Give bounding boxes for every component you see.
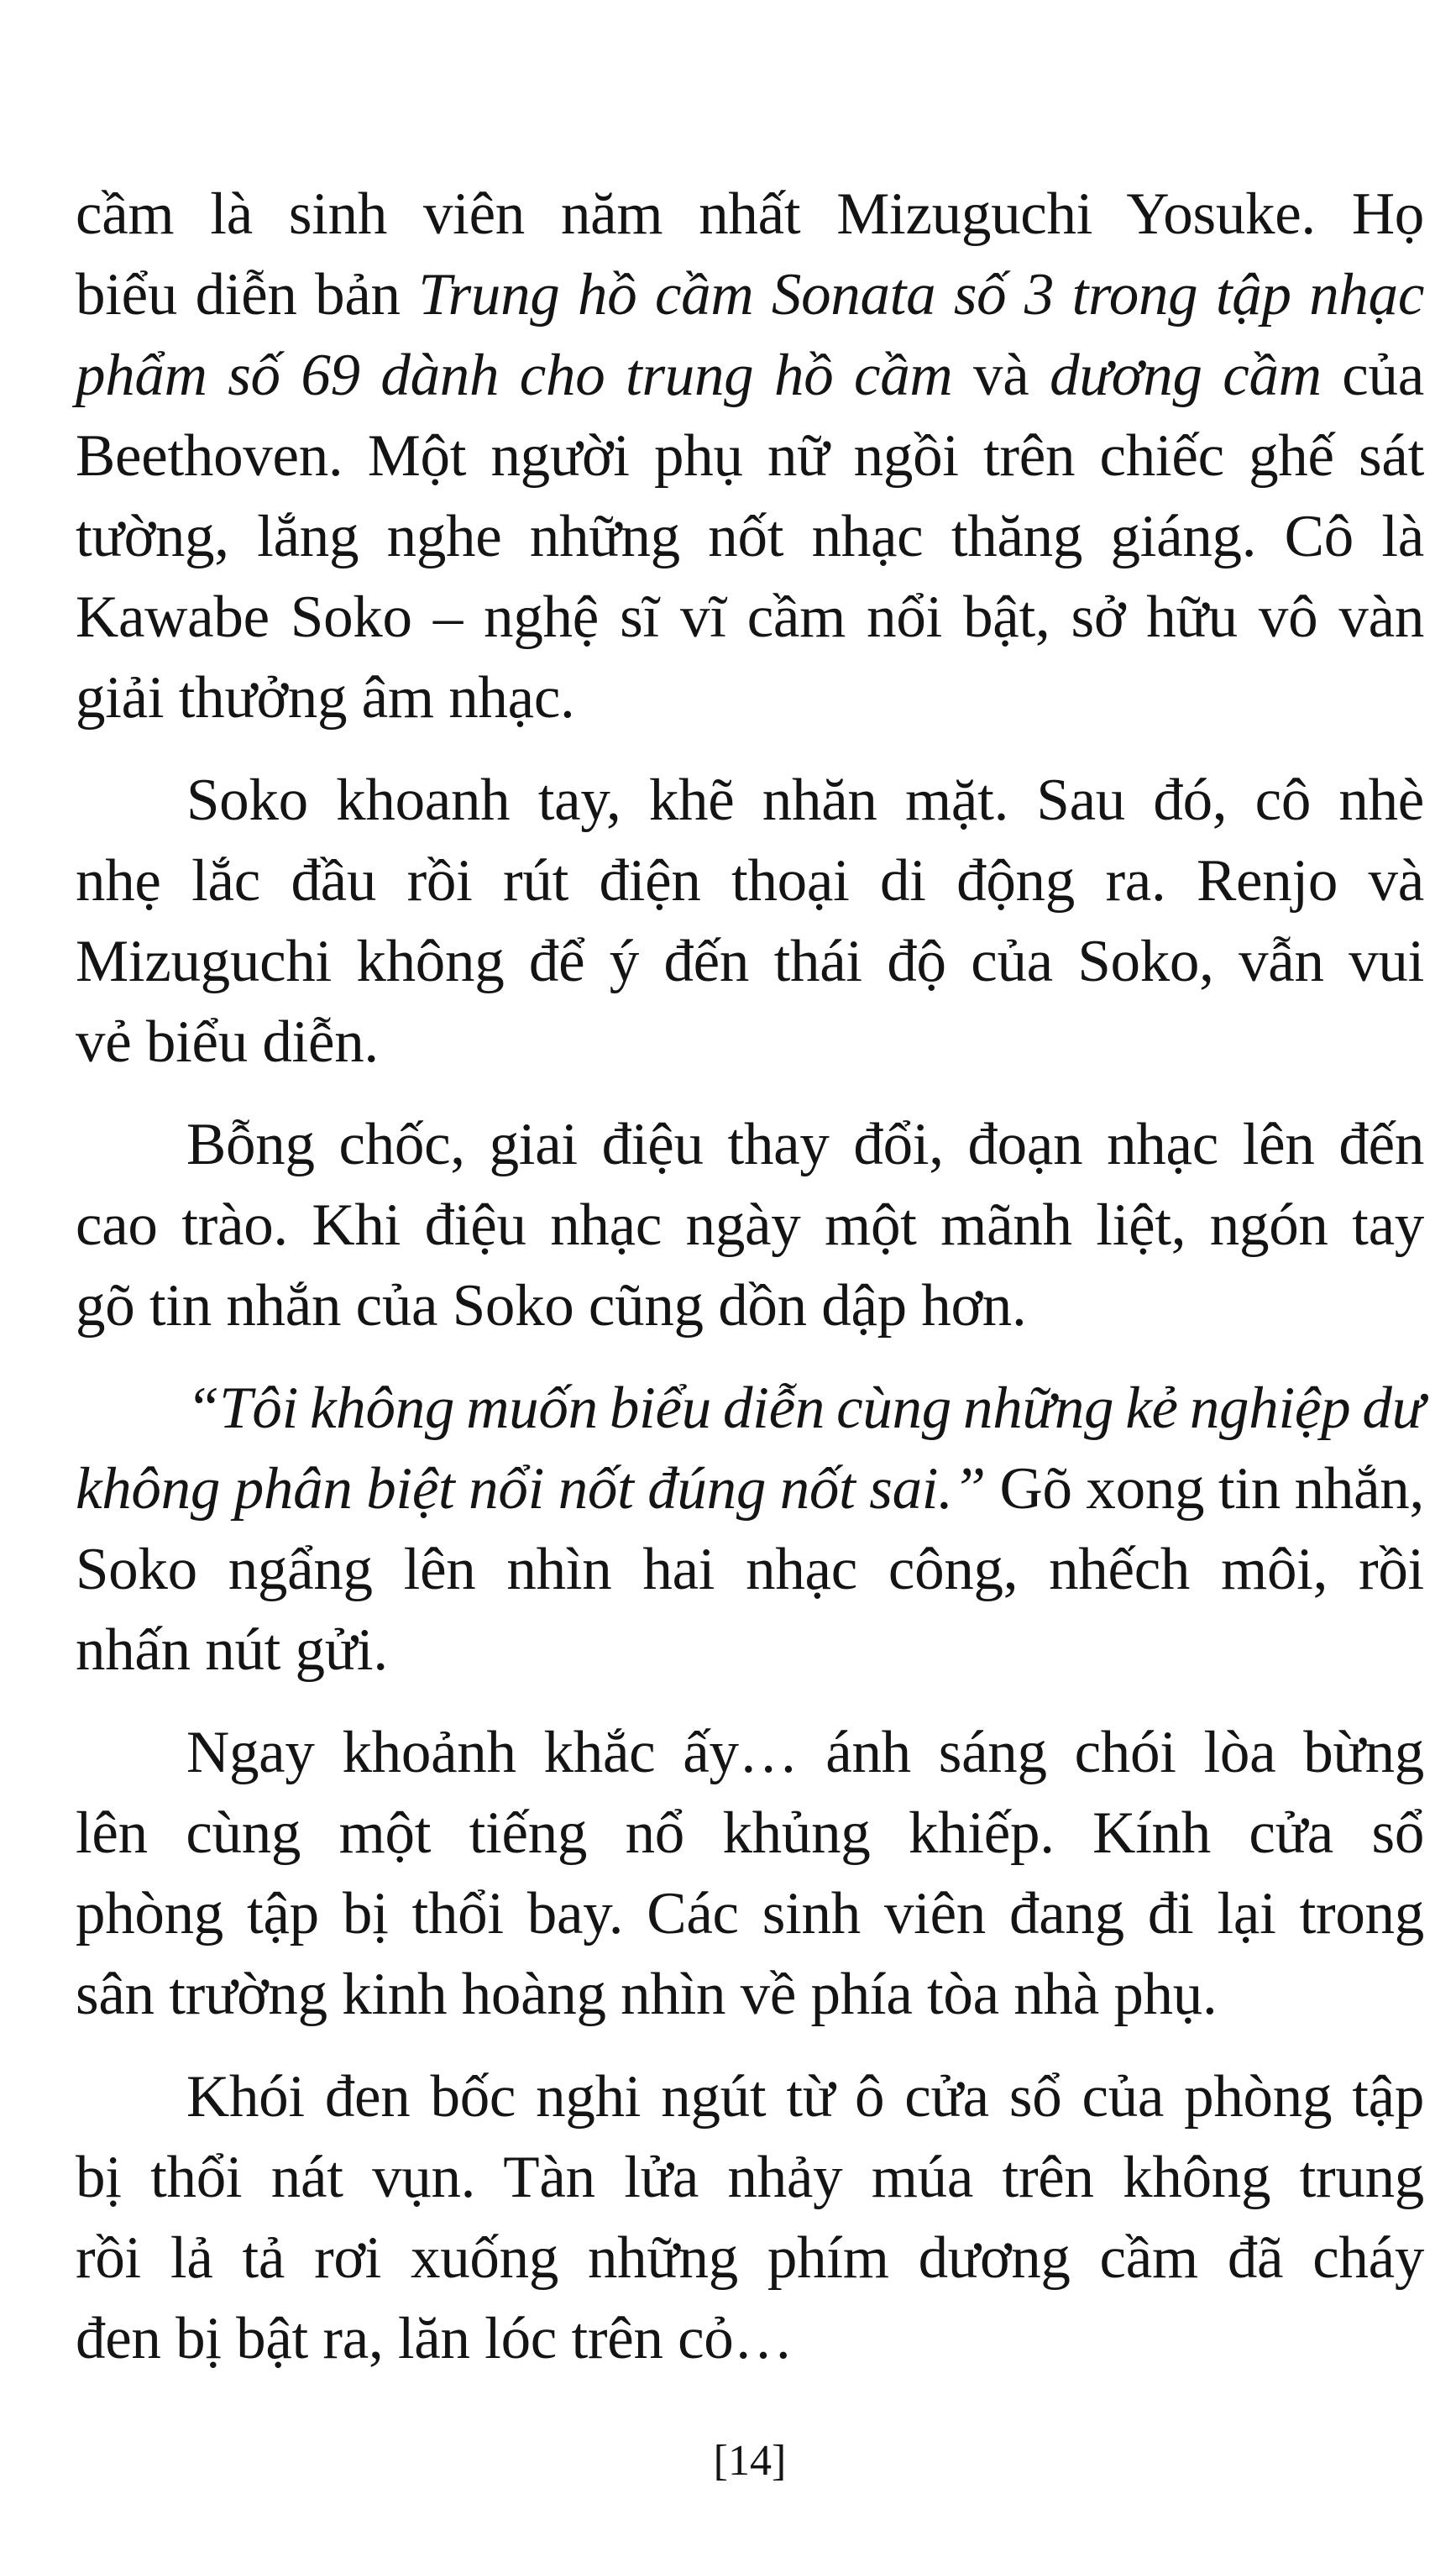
text-line <box>76 2218 1424 2298</box>
text-run: nhấn nút gửi. <box>76 1617 388 1683</box>
text-line <box>76 2298 1424 2379</box>
text-line <box>76 1449 1424 1529</box>
text-line <box>76 1873 1424 1954</box>
text-run: Ngay khoảnh khắc ấy… ánh sáng chói lòa bừng <box>186 1720 1424 1785</box>
paragraph <box>76 1368 1424 1690</box>
paragraph <box>76 760 1424 1082</box>
text-run: Bỗng chốc, giai điệu thay đổi, đoạn nhạc lên đến <box>186 1112 1425 1177</box>
text-run: rồi lả tả rơi xuống những phím dương cầm đã cháy <box>76 2225 1425 2291</box>
text-line <box>76 1104 1424 1185</box>
italic-text: “Tôi không muốn biểu diễn cùng những kẻ nghiệp dư <box>186 1375 1425 1441</box>
text-line <box>76 2137 1424 2218</box>
text-run: của <box>1321 343 1424 408</box>
italic-text: Trung hồ cầm Sonata số 3 trong tập nhạc <box>418 262 1425 327</box>
text-run: Khói đen bốc nghi ngút từ ô cửa sổ của phòng tập <box>186 2064 1425 2130</box>
text-run: Soko khoanh tay, khẽ nhăn mặt. Sau đó, cô nhè <box>186 768 1425 833</box>
italic-text: phẩm số 69 dành cho trung hồ cầm <box>76 343 953 408</box>
text-line <box>76 1712 1424 1793</box>
text-line <box>76 1265 1424 1346</box>
italic-text: dương cầm <box>1050 343 1322 408</box>
text-line <box>76 1002 1424 1082</box>
text-run: phòng tập bị thổi bay. Các sinh viên đang đi lại trong <box>76 1881 1424 1946</box>
text-line <box>76 1185 1424 1265</box>
text-run: bị thổi nát vụn. Tàn lửa nhảy múa trên không trung <box>76 2145 1424 2210</box>
text-run: Mizuguchi không để ý đến thái độ của Soko, vẫn vui <box>76 929 1425 994</box>
text-line <box>76 841 1424 921</box>
text-run: cầm là sinh viên năm nhất Mizuguchi Yosuke. Họ <box>76 181 1424 247</box>
text-line <box>76 1793 1424 1873</box>
body-text <box>76 174 1424 2401</box>
text-line <box>76 1368 1424 1449</box>
text-line <box>76 254 1424 335</box>
text-run: lên cùng một tiếng nổ khủng khiếp. Kính cửa sổ <box>76 1800 1425 1866</box>
text-line <box>76 496 1424 577</box>
text-line <box>76 2056 1424 2137</box>
text-run: biểu diễn bản <box>76 262 419 327</box>
paragraph <box>76 174 1424 738</box>
text-run: Gõ xong tin nhắn, <box>985 1456 1424 1522</box>
text-line <box>76 1610 1424 1690</box>
text-run: gõ tin nhắn của Soko cũng dồn dập hơn. <box>76 1273 1027 1339</box>
text-run: đen bị bật ra, lăn lóc trên cỏ… <box>76 2306 793 2371</box>
text-line <box>76 1954 1424 2035</box>
page-number: [14] <box>713 2437 787 2485</box>
italic-text: không phân biệt nổi nốt đúng nốt sai.” <box>76 1456 986 1522</box>
text-run: tường, lắng nghe những nốt nhạc thăng giáng. Cô là <box>76 504 1424 569</box>
text-line <box>76 335 1424 416</box>
text-line <box>76 1529 1424 1610</box>
text-line <box>76 577 1424 658</box>
text-run: cao trào. Khi điệu nhạc ngày một mãnh liệt, ngón tay <box>76 1192 1425 1258</box>
text-line <box>76 416 1424 496</box>
text-run: Soko ngẩng lên nhìn hai nhạc công, nhếch môi, rồi <box>76 1537 1424 1602</box>
text-line <box>76 658 1424 738</box>
text-run: vẻ biểu diễn. <box>76 1009 379 1075</box>
text-line <box>76 760 1424 841</box>
text-run: và <box>952 343 1050 408</box>
paragraph <box>76 1104 1424 1346</box>
text-line <box>76 921 1424 1002</box>
paragraph <box>76 1712 1424 2035</box>
text-line <box>76 174 1424 254</box>
text-run: nhẹ lắc đầu rồi rút điện thoại di động ra. Renjo và <box>76 848 1424 914</box>
text-run: giải thưởng âm nhạc. <box>76 665 575 731</box>
text-run: Kawabe Soko – nghệ sĩ vĩ cầm nổi bật, sở hữu vô vàn <box>76 584 1425 650</box>
text-run: Beethoven. Một người phụ nữ ngồi trên chiếc ghế sát <box>76 423 1425 489</box>
text-run: sân trường kinh hoàng nhìn về phía tòa nhà phụ. <box>76 1962 1218 2027</box>
paragraph <box>76 2056 1424 2379</box>
